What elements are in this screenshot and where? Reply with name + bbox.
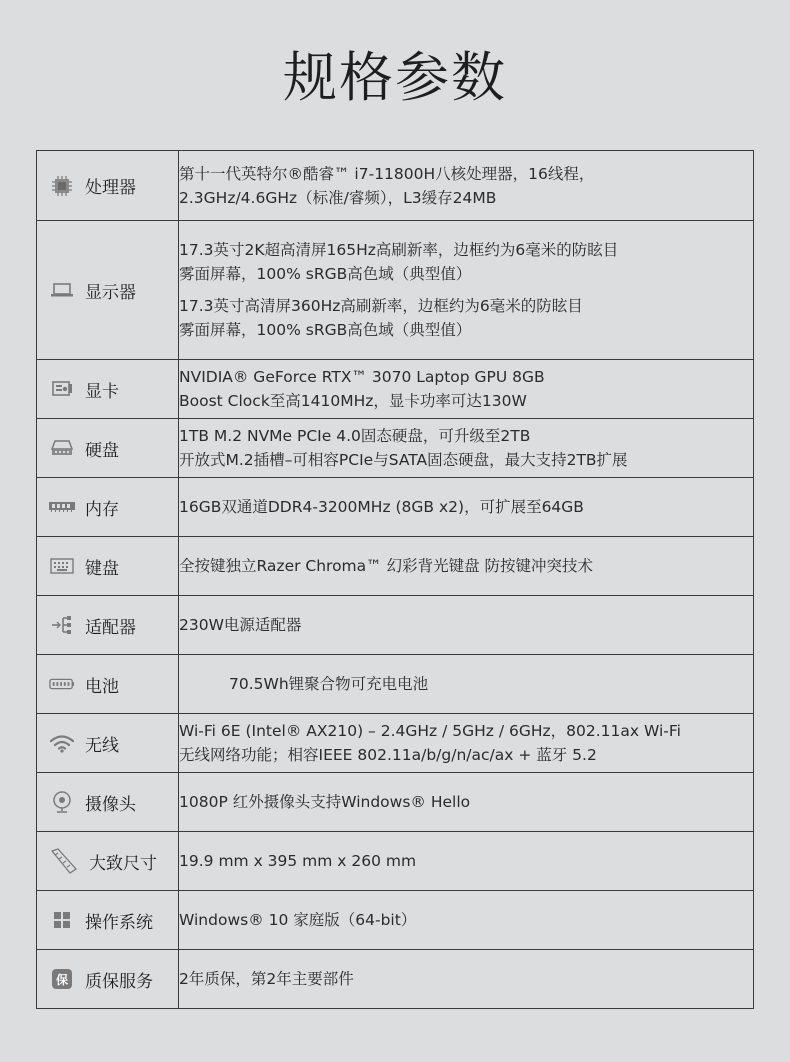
spec-value-line: 17.3英寸2K超高清屏165Hz高刷新率，边框约为6毫米的防眩目 (179, 241, 619, 259)
adapter-icon (49, 612, 75, 638)
spec-row-storage (37, 419, 754, 478)
spec-row-webcam (37, 773, 754, 832)
spec-label: 质保服务 (85, 971, 153, 992)
webcam-icon (49, 789, 75, 815)
spec-value-line: 70.5Wh锂聚合物可充电电池 (229, 675, 429, 693)
spec-value-line: 无线网络功能；相容IEEE 802.11a/b/g/n/ac/ax + 蓝牙 5.2 (179, 746, 597, 764)
spec-row-memory (37, 478, 754, 537)
spec-label: 处理器 (85, 178, 136, 198)
memory-icon (49, 494, 75, 520)
spec-label: 显示器 (85, 282, 136, 303)
spec-row-keyboard (37, 537, 754, 596)
spec-value-line: 2.3GHz/4.6GHz（标准/睿频），L3缓存24MB (179, 188, 497, 207)
battery-icon (49, 671, 75, 697)
spec-label: 显卡 (85, 381, 119, 402)
keyboard-icon (49, 553, 75, 579)
spec-value-line: 1080P 红外摄像头支持Windows® Hello (179, 793, 471, 811)
spec-value-line: Windows® 10 家庭版（64-bit） (179, 911, 417, 929)
spec-value-line: NVIDIA® GeForce RTX™ 3070 Laptop GPU 8GB (179, 368, 545, 386)
cpu-icon (49, 173, 75, 199)
laptop-icon (49, 277, 75, 303)
wifi-icon (49, 730, 75, 756)
spec-label: 键盘 (85, 558, 119, 579)
windows-icon (49, 907, 75, 933)
spec-value-line: 16GB双通道DDR4-3200MHz (8GB x2)，可扩展至64GB (179, 498, 584, 516)
spec-label: 摄像头 (85, 794, 136, 815)
spec-label: 适配器 (85, 617, 136, 638)
spec-label: 操作系统 (85, 912, 153, 933)
spec-row-adapter (37, 596, 754, 655)
spec-value-line: 全按键独立Razer Chroma™ 幻彩背光键盘 防按键冲突技术 (179, 557, 594, 575)
spec-value-line: 1TB M.2 NVMe PCIe 4.0固态硬盘，可升级至2TB (179, 427, 531, 445)
warranty-icon (49, 966, 75, 992)
spec-label: 无线 (85, 735, 119, 756)
spec-row-wireless (37, 714, 754, 773)
dimensions-icon (49, 848, 79, 874)
spec-label: 电池 (85, 676, 119, 697)
warranty-icon-glyph: 保 (52, 969, 72, 989)
spec-label: 硬盘 (85, 440, 119, 461)
spec-value-line: 雾面屏幕，100% sRGB高色域（典型值） (179, 265, 472, 283)
spec-row-battery (37, 655, 754, 714)
spec-value-line: 开放式M.2插槽–可相容PCIe与SATA固态硬盘，最大支持2TB扩展 (179, 451, 628, 469)
spec-value-line: 19.9 mm x 395 mm x 260 mm (179, 852, 417, 870)
spec-label: 内存 (85, 499, 119, 520)
spec-value-line: 230W电源适配器 (179, 616, 302, 634)
spec-row-warranty (37, 950, 754, 1009)
spec-value-line: Boost Clock至高1410MHz，显卡功率可达130W (179, 392, 527, 410)
drive-icon (49, 435, 75, 461)
spec-value-line: 第十一代英特尔®酷睿™ i7-11800H八核处理器，16线程， (179, 164, 595, 183)
spec-label: 大致尺寸 (89, 853, 157, 874)
spec-value-line: 雾面屏幕，100% sRGB高色域（典型值） (179, 321, 472, 339)
gpu-icon (49, 376, 75, 402)
page-title: 规格参数 (283, 46, 507, 109)
spec-table (36, 150, 754, 1009)
spec-row-dimensions (37, 832, 754, 891)
spec-row-cpu (37, 151, 754, 221)
spec-value-line: Wi-Fi 6E (Intel® AX210) – 2.4GHz / 5GHz / 6GHz，802.11ax Wi-Fi (179, 722, 681, 740)
spec-value-line: 17.3英寸高清屏360Hz高刷新率，边框约为6毫米的防眩目 (179, 297, 583, 315)
spec-row-gpu (37, 360, 754, 419)
spec-row-os (37, 891, 754, 950)
spec-row-display (37, 221, 754, 360)
spec-value-line: 2年质保，第2年主要部件 (179, 970, 354, 988)
